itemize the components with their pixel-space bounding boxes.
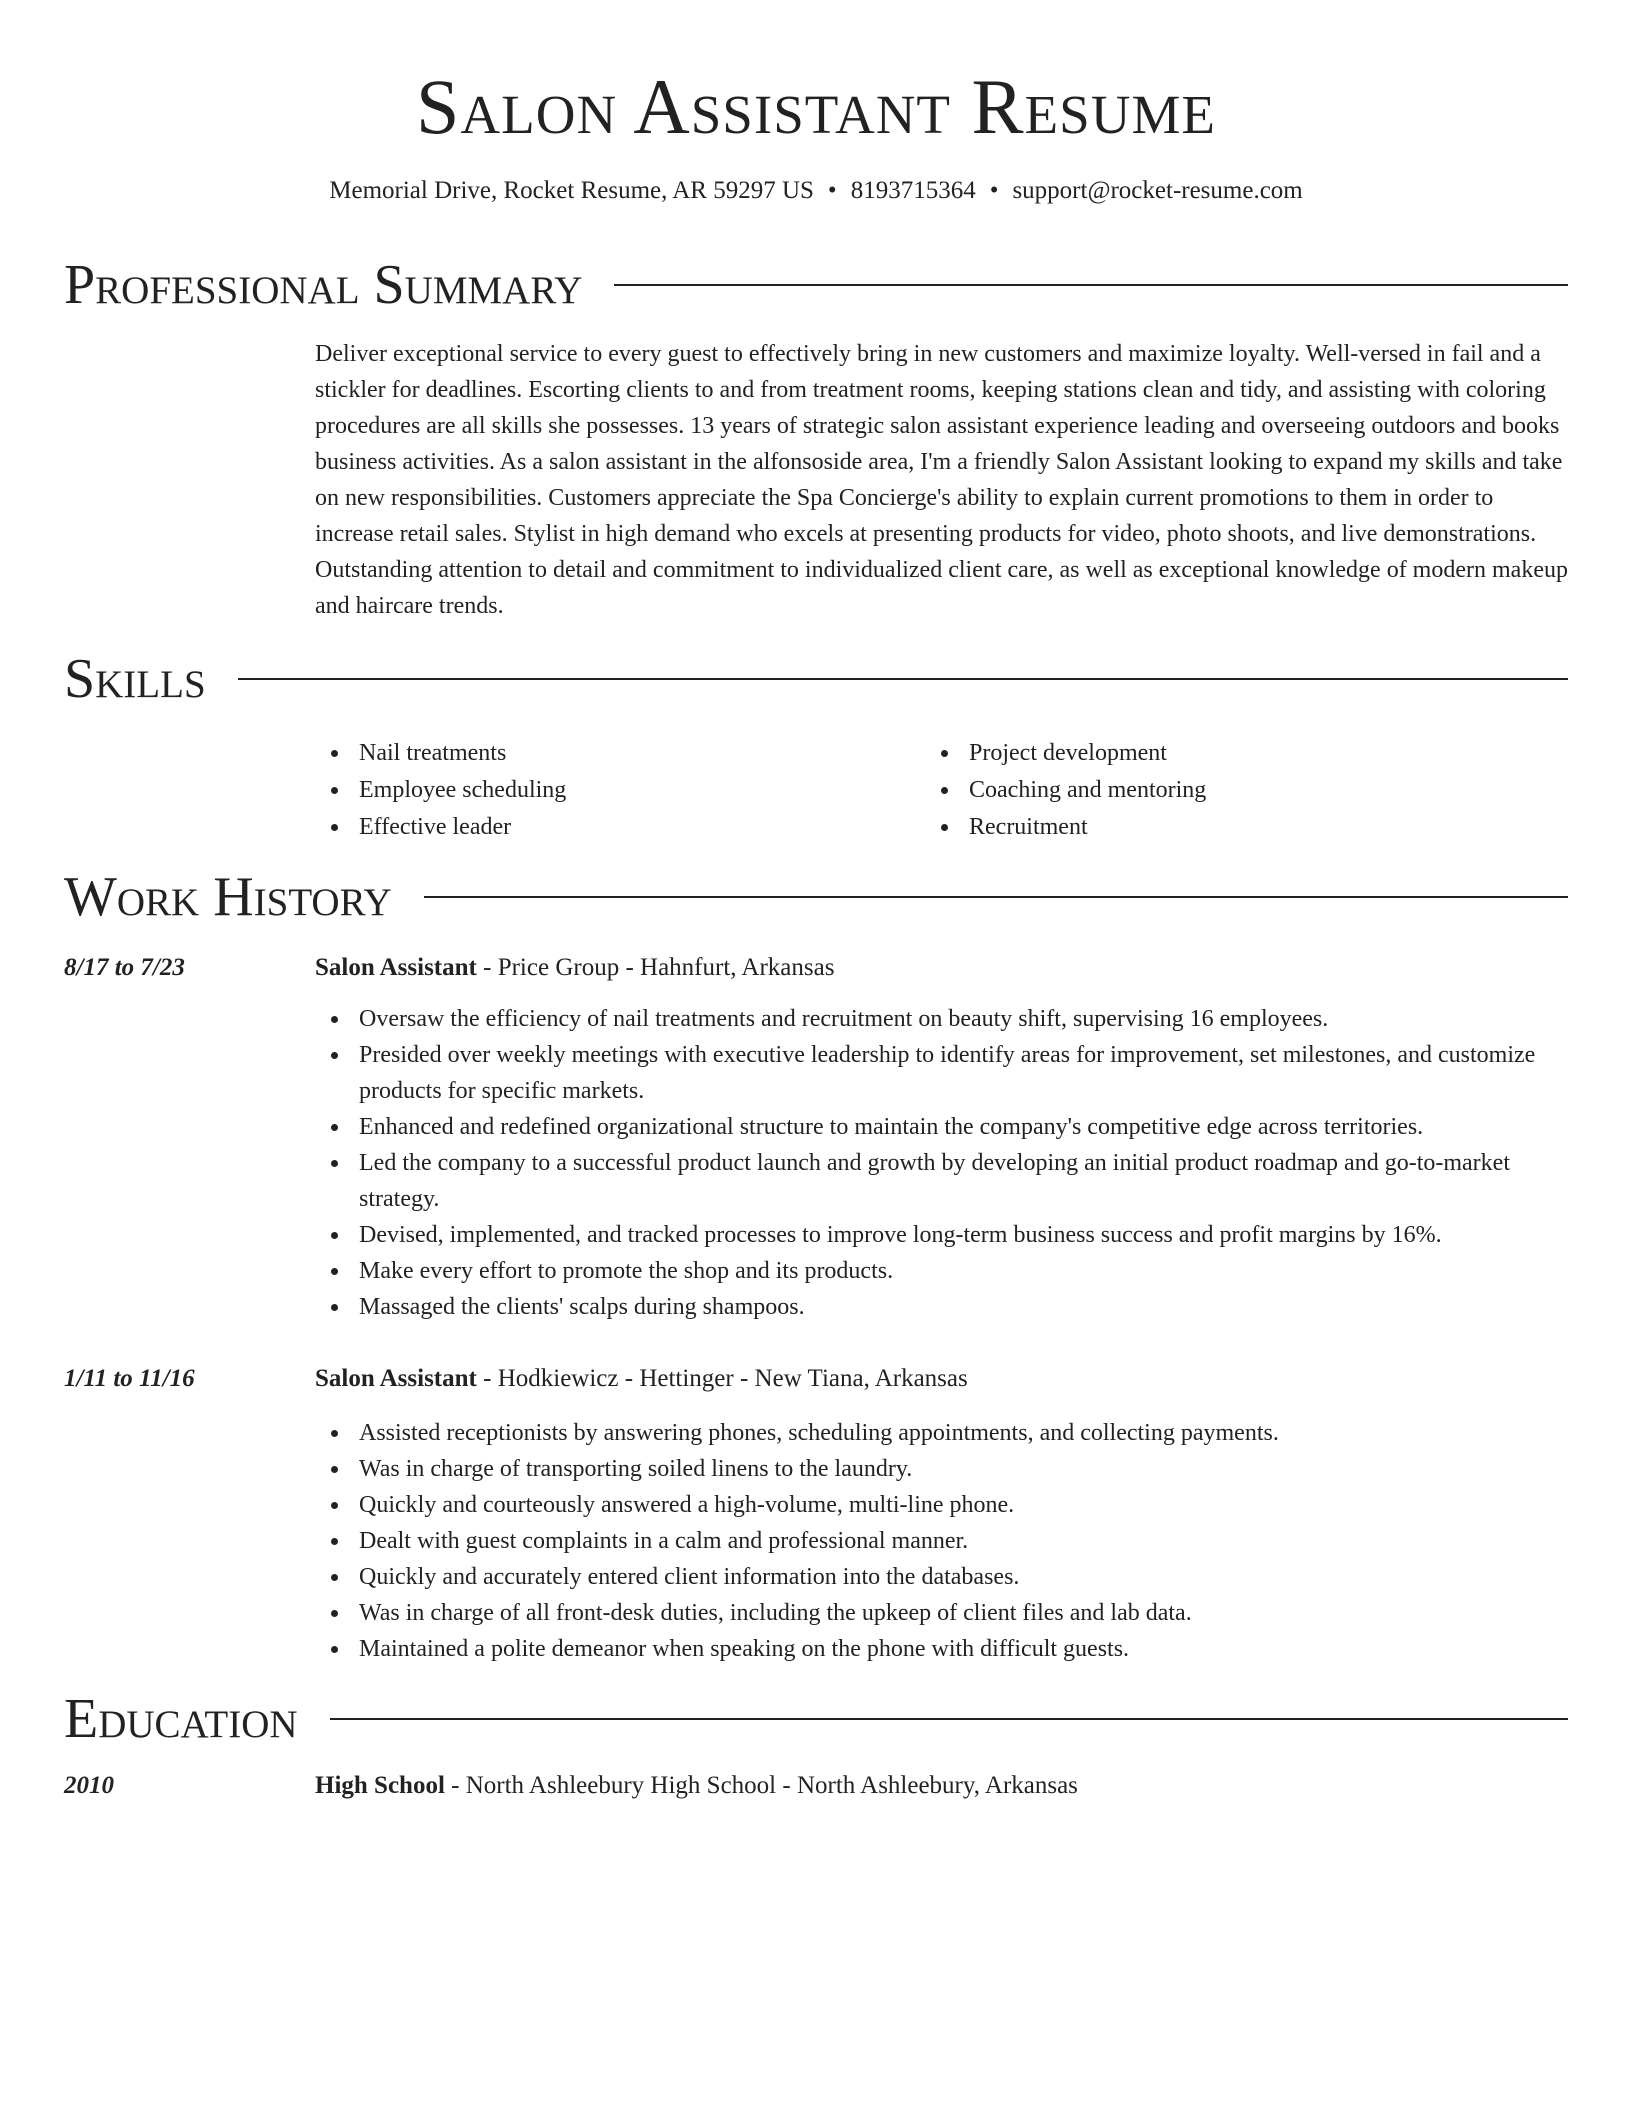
contact-address: Memorial Drive, Rocket Resume, AR 59297 US bbox=[329, 177, 814, 204]
education-heading bbox=[315, 1768, 1568, 1804]
education-details: - North Ashleebury High School - North Ashleebury, Arkansas bbox=[444, 1772, 1078, 1799]
skill-item: Coaching and mentoring bbox=[925, 772, 1525, 809]
section-header-work bbox=[64, 862, 1568, 932]
section-divider bbox=[330, 1718, 1568, 1720]
resume-title: Salon Assistant Resume bbox=[416, 63, 1216, 150]
section-title-summary: Professional Summary bbox=[64, 254, 583, 316]
job-bullet: Quickly and courteously answered a high-volume, multi-line phone. bbox=[315, 1487, 1568, 1523]
job-dates: 1/11 to 11/16 bbox=[64, 1365, 195, 1392]
job-bullet: Led the company to a successful product launch and growth by developing an initial product roadmap and go-to-market strategy. bbox=[315, 1145, 1568, 1217]
section-header-skills bbox=[64, 644, 1568, 714]
job-bullet: Was in charge of transporting soiled linens to the laundry. bbox=[315, 1451, 1568, 1487]
job-bullet: Presided over weekly meetings with executive leadership to identify areas for improvement, set milestones, and customize products for specific markets. bbox=[315, 1037, 1568, 1109]
education-degree: High School bbox=[315, 1772, 445, 1799]
skill-item: Effective leader bbox=[315, 809, 915, 846]
section-divider bbox=[424, 896, 1568, 898]
skills-list-right bbox=[925, 735, 1525, 846]
contact-phone: 8193715364 bbox=[850, 177, 976, 204]
section-header-education bbox=[64, 1684, 1568, 1754]
contact-email: support@rocket-resume.com bbox=[1012, 177, 1303, 204]
skill-item: Project development bbox=[925, 735, 1525, 772]
job-bullets bbox=[315, 1415, 1568, 1667]
job-heading bbox=[315, 950, 1568, 986]
summary-text: Deliver exceptional service to every guest to effectively bring in new customers and maximize loyalty. Well-versed in fail and a stickler for deadlines. Escorting clients to and from treatment rooms, keeping stations clean and tidy, and assisting with coloring procedures are all skills she possesses. 13 years of strategic salon assistant experience leading and overseeing outdoors and books business activities. As a salon assistant in the alfonsoside area, I'm a friendly Salon Assistant looking to expand my skills and take on new responsibilities. Customers appreciate the Spa Concierge's ability to explain current promotions to them in order to increase retail sales. Stylist in high demand who excels at presenting products for video, photo shoots, and live demonstrations. Outstanding attention to detail and commitment to individualized client care, as well as exceptional knowledge of modern makeup and haircare trends. bbox=[315, 341, 1568, 619]
job-heading bbox=[315, 1361, 1568, 1397]
skill-item: Recruitment bbox=[925, 809, 1525, 846]
job-title: Salon Assistant bbox=[315, 1365, 477, 1392]
section-title-work: Work History bbox=[64, 866, 392, 928]
contact-line bbox=[64, 174, 1568, 208]
education-year: 2010 bbox=[64, 1772, 114, 1799]
skill-item: Employee scheduling bbox=[315, 772, 915, 809]
job-dates: 8/17 to 7/23 bbox=[64, 954, 185, 981]
section-header-summary bbox=[64, 250, 1568, 320]
job-bullet: Oversaw the efficiency of nail treatments and recruitment on beauty shift, supervising 16 employees. bbox=[315, 1001, 1568, 1037]
skills-list-left bbox=[315, 735, 915, 846]
job-title: Salon Assistant bbox=[315, 954, 477, 981]
job-bullet: Quickly and accurately entered client information into the databases. bbox=[315, 1559, 1568, 1595]
section-divider bbox=[238, 678, 1568, 680]
job-bullet: Dealt with guest complaints in a calm and professional manner. bbox=[315, 1523, 1568, 1559]
section-title-education: Education bbox=[64, 1688, 298, 1750]
job-bullet: Make every effort to promote the shop and its products. bbox=[315, 1253, 1568, 1289]
section-title-skills: Skills bbox=[64, 648, 206, 710]
job-bullet: Devised, implemented, and tracked processes to improve long-term business success and profit margins by 16%. bbox=[315, 1217, 1568, 1253]
job-bullet: Maintained a polite demeanor when speaking on the phone with difficult guests. bbox=[315, 1631, 1568, 1667]
job-bullet: Enhanced and redefined organizational structure to maintain the company's competitive edge across territories. bbox=[315, 1109, 1568, 1145]
job-bullet: Was in charge of all front-desk duties, including the upkeep of client files and lab data. bbox=[315, 1595, 1568, 1631]
job-bullet: Assisted receptionists by answering phones, scheduling appointments, and collecting payments. bbox=[315, 1415, 1568, 1451]
contact-separator: • bbox=[989, 177, 999, 204]
skill-item: Nail treatments bbox=[315, 735, 915, 772]
job-bullets bbox=[315, 1001, 1568, 1325]
job-bullet: Massaged the clients' scalps during shampoos. bbox=[315, 1289, 1568, 1325]
job-details: - Hodkiewicz - Hettinger - New Tiana, Arkansas bbox=[476, 1365, 968, 1392]
job-details: - Price Group - Hahnfurt, Arkansas bbox=[476, 954, 835, 981]
contact-separator: • bbox=[827, 177, 837, 204]
section-divider bbox=[614, 284, 1568, 286]
